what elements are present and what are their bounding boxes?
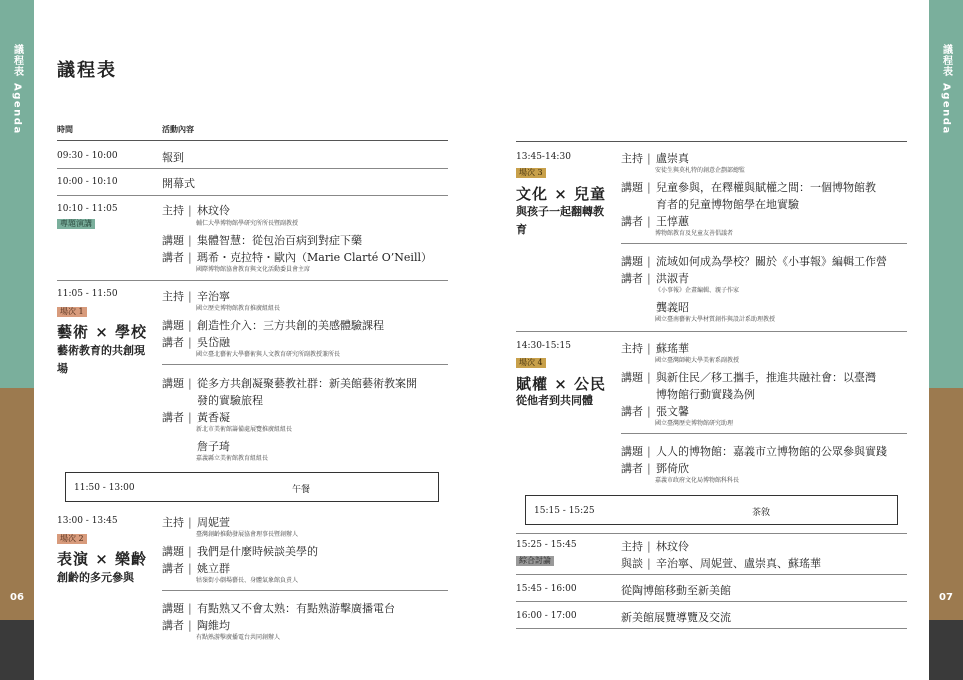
speaker-label: 講者 <box>162 251 184 264</box>
speaker-name: 洪淑青 <box>656 272 689 285</box>
s4-tag: 場次 4 <box>516 358 546 368</box>
tea-time: 15:15 - 15:25 <box>534 506 595 516</box>
topic-text: 流域如何成為學校？關於《小事報》編輯工作營 <box>656 255 887 268</box>
s3-subtitle: 與孩子一起翻轉教育 <box>516 205 604 236</box>
s1-tag: 場次 1 <box>57 307 87 317</box>
topic-text-continued: 博物館行動實踐為例 <box>656 388 755 401</box>
s3-speaker1-row <box>621 213 689 229</box>
speaker-name: 鄧倚欣 <box>656 462 689 475</box>
topic-label: 講題 <box>162 234 184 247</box>
host-label: 主持 <box>162 516 184 529</box>
left-edge-bar <box>0 0 34 680</box>
topic-label: 講題 <box>162 319 184 332</box>
host-label: 主持 <box>162 204 184 217</box>
topic-label: 講題 <box>162 602 184 615</box>
host-name: 周妮萱 <box>197 516 230 529</box>
s4-topic2-row <box>621 443 887 459</box>
s4-topic1-row <box>621 369 876 385</box>
topic-label: 講題 <box>621 445 643 458</box>
s2-subtitle: 創齡的多元參與 <box>57 571 134 584</box>
s2-title: 表演 × 樂齡 <box>57 550 148 568</box>
page-number-left: 06 <box>10 592 24 603</box>
speaker-label: 講者 <box>162 411 184 424</box>
speaker-affiliation: 《小事報》企畫編輯、親子作家 <box>655 287 740 294</box>
s3-speaker2-row <box>621 270 689 286</box>
separator: | <box>188 516 192 529</box>
speaker-label: 講者 <box>162 562 184 575</box>
tour-text: 新美館展覽導覽及交流 <box>621 611 731 624</box>
edge-dark-band <box>0 620 34 680</box>
keynote-speaker-row <box>162 249 432 265</box>
s2-speaker2-row <box>162 617 230 633</box>
separator: | <box>188 562 192 575</box>
speaker-affiliation: 新北市美術館籌備處展覽推廣組組長 <box>196 426 293 433</box>
separator: | <box>647 371 651 384</box>
speaker-label: 講者 <box>621 272 643 285</box>
topic-text: 創造性介入：三方共創的美感體驗課程 <box>197 319 384 332</box>
s2-speaker1-row <box>162 560 230 576</box>
s4-speaker2-row <box>621 460 689 476</box>
checkin-text: 報到 <box>162 151 184 164</box>
separator: | <box>647 181 651 194</box>
panelists-row <box>621 555 821 571</box>
host-label: 主持 <box>162 290 184 303</box>
speaker-affiliation: 博物館教育及兒童友善倡議者 <box>655 230 734 237</box>
separator: | <box>188 251 192 264</box>
panel-label: 與談 <box>621 557 643 570</box>
topic-text: 與新住民／移工攜手，推進共融社會：以臺灣 <box>656 371 876 384</box>
topic-text: 人人的博物館：嘉義市立博物館的公眾參與實踐 <box>656 445 887 458</box>
edge-title-en: Agenda <box>11 83 23 135</box>
page-number-right: 07 <box>939 592 953 603</box>
header-time: 時間 <box>57 124 73 134</box>
speaker-label: 講者 <box>621 462 643 475</box>
s1-speaker1-row <box>162 334 230 350</box>
separator: | <box>647 540 651 553</box>
divider <box>57 140 448 141</box>
edge-title-zh: 議程表 <box>11 44 23 77</box>
speaker-label: 講者 <box>162 619 184 632</box>
topic-label: 講題 <box>162 377 184 390</box>
divider <box>162 364 448 365</box>
s3-topic2-row <box>621 253 887 269</box>
panel-tag: 綜合討論 <box>516 556 554 566</box>
host-affiliation: 安徒生與莫札特的創意企劃部總監 <box>655 167 746 174</box>
s1-time: 11:05 - 11:50 <box>57 289 118 299</box>
s3-tag: 場次 3 <box>516 168 546 178</box>
s3-time: 13:45-14:30 <box>516 152 571 162</box>
keynote-time: 10:10 - 11:05 <box>57 204 118 214</box>
topic-text-continued: 育者的兒童博物館學在地實驗 <box>656 198 799 211</box>
edge-section-title <box>10 44 25 135</box>
divider <box>162 590 448 591</box>
topic-text: 從多方共創凝聚藝教社群：新美館藝術教案開 <box>197 377 417 390</box>
header-content: 活動內容 <box>162 124 194 134</box>
speaker-label: 講者 <box>621 215 643 228</box>
host-name: 蘇瑤華 <box>656 342 689 355</box>
host-affiliation: 國立臺灣師範大學美術系副教授 <box>655 357 740 364</box>
topic-label: 講題 <box>162 545 184 558</box>
speaker-affiliation: 國立臺南藝術大學材質創作與設計系助理教授 <box>655 316 776 323</box>
speaker-affiliation: 嘉義市政府文化局博物館科科長 <box>655 477 740 484</box>
topic-text: 我們是什麼時候談美學的 <box>197 545 318 558</box>
separator: | <box>647 255 651 268</box>
edge-dark-band <box>929 620 963 680</box>
edge-brown-band <box>929 388 963 620</box>
speaker-affiliation: 國立臺灣歷史博物館研究助理 <box>655 420 734 427</box>
s2-time: 13:00 - 13:45 <box>57 516 118 526</box>
topic-label: 講題 <box>621 255 643 268</box>
keynote-tag: 專題演講 <box>57 219 95 229</box>
panelists: 辛治寧、周妮萱、盧崇真、蘇瑤華 <box>656 557 821 570</box>
speaker-name: 陶維均 <box>197 619 230 632</box>
divider <box>621 243 907 244</box>
s4-time: 14:30-15:15 <box>516 341 571 351</box>
s1-speaker2-row <box>162 409 230 425</box>
speaker-affiliation: 國際博物館協會教育與文化活動委員會主席 <box>196 266 311 273</box>
host-label: 主持 <box>621 342 643 355</box>
s1-topic1-row <box>162 317 384 333</box>
s4-host-row <box>621 340 689 356</box>
s4-speaker1-row <box>621 403 689 419</box>
tea-box <box>525 495 898 525</box>
separator: | <box>188 545 192 558</box>
topic-label: 講題 <box>621 181 643 194</box>
separator: | <box>188 411 192 424</box>
s2-topic1-row <box>162 543 318 559</box>
separator: | <box>188 336 192 349</box>
host-name: 盧崇真 <box>656 152 689 165</box>
panel-host-row <box>621 538 689 554</box>
host-affiliation: 國立歷史博物館教育推廣組組長 <box>196 305 281 312</box>
keynote-topic-row <box>162 232 362 248</box>
separator: | <box>647 272 651 285</box>
s3-host-row <box>621 150 689 166</box>
s2-topic2-row <box>162 600 395 616</box>
divider <box>516 141 907 142</box>
opening-text: 開幕式 <box>162 177 195 190</box>
separator: | <box>647 405 651 418</box>
s4-subtitle: 從他者到共同體 <box>516 394 593 407</box>
host-affiliation: 輔仁大學博物館學研究所所長暨副教授 <box>196 220 299 227</box>
separator: | <box>188 319 192 332</box>
checkin-time: 09:30 - 10:00 <box>57 151 118 161</box>
speaker-label: 講者 <box>162 336 184 349</box>
speaker-name: 詹子琦 <box>197 440 230 453</box>
edge-title-en: Agenda <box>940 83 952 135</box>
separator: | <box>647 215 651 228</box>
divider <box>516 533 907 534</box>
panel-time: 15:25 - 15:45 <box>516 540 577 550</box>
speaker-name: 張文馨 <box>656 405 689 418</box>
opening-time: 10:00 - 10:10 <box>57 177 118 187</box>
tour-time: 16:00 - 17:00 <box>516 611 577 621</box>
speaker-name: 瑪希・克拉特・歐內（Marie Clarté O’Neill） <box>197 251 432 264</box>
speaker-affiliation: 嘉義縣立美術館教育組組長 <box>196 455 269 462</box>
separator: | <box>647 342 651 355</box>
keynote-host-row <box>162 202 230 218</box>
speaker-name: 王惇蕙 <box>656 215 689 228</box>
speaker-affiliation: 牯嶺街小劇場藝長、身體氣象館負責人 <box>196 577 299 584</box>
host-label: 主持 <box>621 540 643 553</box>
s3-topic1-row <box>621 179 876 195</box>
s1-subtitle: 藝術教育的共創現場 <box>57 344 145 375</box>
host-label: 主持 <box>621 152 643 165</box>
s1-host-row <box>162 288 230 304</box>
separator: | <box>188 234 192 247</box>
separator: | <box>188 377 192 390</box>
topic-text: 有點熟又不會太熟：有點熟游擊廣播電台 <box>197 602 395 615</box>
speaker-name: 姚立群 <box>197 562 230 575</box>
speaker-label: 講者 <box>621 405 643 418</box>
speaker-name: 黃香凝 <box>197 411 230 424</box>
tea-text: 茶敘 <box>751 508 771 518</box>
separator: | <box>188 619 192 632</box>
divider <box>621 433 907 434</box>
topic-text-continued: 發的實驗旅程 <box>197 394 263 407</box>
divider <box>57 168 448 169</box>
divider <box>57 280 448 281</box>
lunch-box <box>65 472 439 502</box>
separator: | <box>188 290 192 303</box>
right-edge-bar <box>929 0 963 680</box>
speaker-name: 龔義昭 <box>656 301 689 314</box>
move-text: 從陶博館移動至新美館 <box>621 584 731 597</box>
host-name: 林玟伶 <box>656 540 689 553</box>
separator: | <box>647 152 651 165</box>
separator: | <box>647 462 651 475</box>
lunch-text: 午餐 <box>291 485 311 495</box>
topic-label: 講題 <box>621 371 643 384</box>
s1-topic2-row <box>162 375 417 391</box>
divider <box>516 331 907 332</box>
separator: | <box>188 204 192 217</box>
s2-tag: 場次 2 <box>57 534 87 544</box>
speaker-name: 吳岱融 <box>197 336 230 349</box>
topic-text: 兒童參與，在釋權與賦權之間：一個博物館教 <box>656 181 876 194</box>
edge-brown-band <box>0 388 34 620</box>
separator: | <box>188 602 192 615</box>
s2-host-row <box>162 514 230 530</box>
separator: | <box>647 557 651 570</box>
divider <box>516 628 907 629</box>
speaker-affiliation: 國立臺北藝術大學藝術與人文教育研究所副教授兼所長 <box>196 351 341 358</box>
topic-text: 集體智慧：從包治百病到對症下藥 <box>197 234 362 247</box>
lunch-time: 11:50 - 13:00 <box>74 483 135 493</box>
divider <box>516 574 907 575</box>
separator: | <box>647 445 651 458</box>
edge-section-title <box>939 44 954 135</box>
page-title: 議程表 <box>57 60 117 81</box>
s1-title: 藝術 × 學校 <box>57 323 148 341</box>
s3-title: 文化 × 兒童 <box>516 185 607 203</box>
s4-title: 賦權 × 公民 <box>516 375 607 393</box>
host-name: 辛治寧 <box>197 290 230 303</box>
divider <box>57 195 448 196</box>
host-name: 林玟伶 <box>197 204 230 217</box>
edge-title-zh: 議程表 <box>940 44 952 77</box>
host-affiliation: 臺灣創齡推動發展協會理事長暨創辦人 <box>196 531 299 538</box>
move-time: 15:45 - 16:00 <box>516 584 577 594</box>
speaker-affiliation: 有點熟游擊廣播電台共同創辦人 <box>196 634 281 641</box>
divider <box>516 601 907 602</box>
